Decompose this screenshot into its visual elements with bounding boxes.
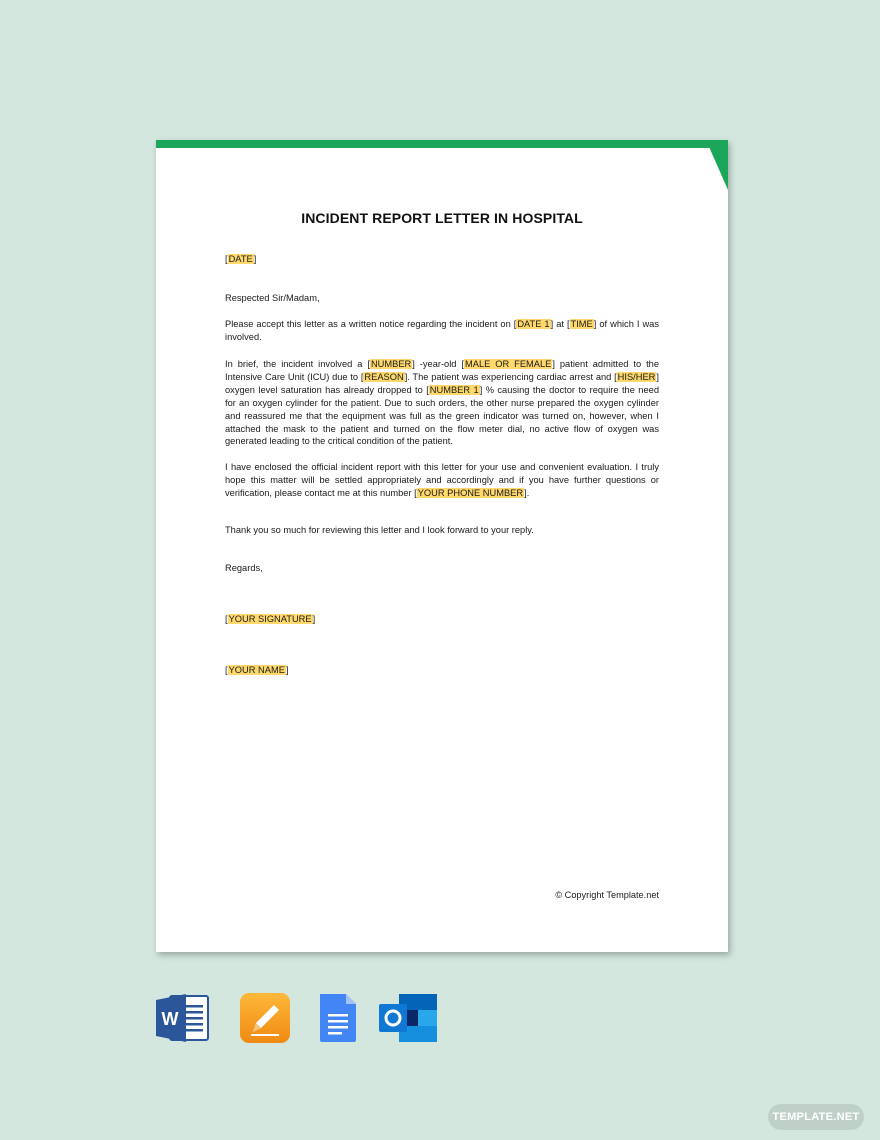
letter-page <box>156 140 728 952</box>
pronoun-placeholder: HIS/HER <box>617 371 656 382</box>
time-placeholder: TIME <box>570 319 593 329</box>
signature-placeholder: YOUR SIGNATURE <box>228 614 312 624</box>
copyright-notice: © Copyright Template.net <box>555 890 659 900</box>
pages-icon[interactable] <box>239 992 291 1049</box>
outlook-icon[interactable] <box>379 992 439 1049</box>
word-icon[interactable] <box>156 992 210 1049</box>
paragraph-enclosed: I have enclosed the official incident report with this letter for your use and convenient evaluation. I truly hope this matter will be settled appropriately and accordingly and if you have further questions or verification, please contact me at this number [YOUR PHONE NUMBER]. <box>225 462 659 498</box>
template-net-watermark: TEMPLATE.NET <box>768 1104 864 1130</box>
paragraph-notice: Please accept this letter as a written notice regarding the incident on [DATE 1] at [TIME] of which I was involved. <box>225 319 659 342</box>
number-placeholder: NUMBER <box>370 359 412 369</box>
date-placeholder: DATE <box>228 254 253 264</box>
number1-placeholder: NUMBER 1 <box>429 384 479 395</box>
name-line: [YOUR NAME] <box>225 665 289 675</box>
signature-line: [YOUR SIGNATURE] <box>225 614 316 624</box>
date-line: [DATE] <box>225 254 257 264</box>
thanks-line: Thank you so much for reviewing this letter and I look forward to your reply. <box>225 525 534 535</box>
reason-placeholder: REASON <box>364 371 404 382</box>
google-docs-icon[interactable] <box>318 992 358 1049</box>
date1-placeholder: DATE 1 <box>517 319 550 329</box>
svg-text:W: W <box>161 1009 179 1029</box>
paragraph-incident: In brief, the incident involved a [NUMBER] -year-old [MALE OR FEMALE] patient admitted to the Intensive Care Unit (ICU) due to [REASON]. The patient was experiencing cardiac arrest and [HIS/HER] oxygen level saturation has already dropped to [NUMBER 1] % causing the doctor to require the need for an oxygen cylinder for the patient. Due to such orders, the other nurse prepared the oxygen cylinder and reassured me that the equipment was full as the green indicator was turned on, however, when I attached the mask to the patient and turned on the flow meter dial, no active flow of oxygen was generated leading to the critical condition of the patient. <box>225 359 659 447</box>
closing: Regards, <box>225 563 263 573</box>
name-placeholder: YOUR NAME <box>228 665 285 675</box>
phone-placeholder: YOUR PHONE NUMBER <box>417 487 524 498</box>
salutation: Respected Sir/Madam, <box>225 293 320 303</box>
green-top-band <box>156 140 728 148</box>
green-corner-fold <box>706 140 728 190</box>
document-title: INCIDENT REPORT LETTER IN HOSPITAL <box>301 210 583 226</box>
gender-placeholder: MALE OR FEMALE <box>465 359 552 369</box>
